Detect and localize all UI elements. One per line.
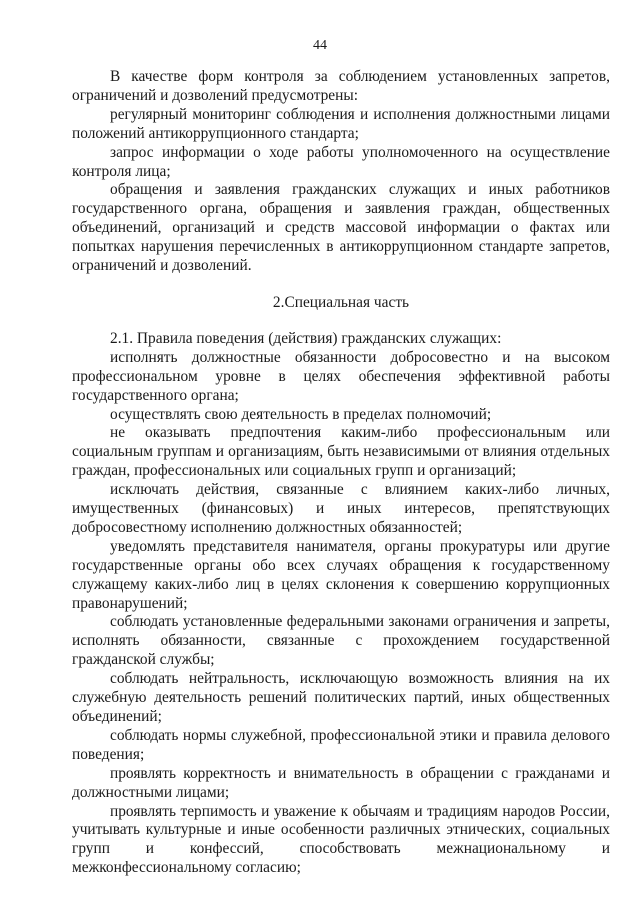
intro-paragraph: регулярный мониторинг соблюдения и исполнения должностными лицами положений антикоррупционного стандарта; — [72, 105, 610, 142]
rule-item: осуществлять свою деятельность в пределах полномочий; — [110, 405, 492, 423]
rule-item: не оказывать предпочтения каким-либо профессиональным или социальным группам и организациям, быть независимыми от влияния отдельных граждан, профессиональных или социальных групп и организаций; — [72, 424, 610, 480]
intro-paragraph: запрос информации о ходе работы уполномоченного на осуществление контроля лица; — [72, 143, 610, 180]
rule-item: проявлять терпимость и уважение к обычаям и традициям народов России, учитывать культурные и иные особенности различных этнических, социальных групп и конфессий, способствовать межнациональному и межконфессиональному согласию; — [72, 802, 610, 877]
page-content — [72, 68, 610, 878]
rule-item: соблюдать нормы служебной, профессиональной этики и правила делового поведения; — [72, 726, 610, 763]
rule-item: проявлять корректность и внимательность в обращении с гражданами и должностными лицами; — [72, 764, 610, 801]
rule-item: исполнять должностные обязанности добросовестно и на высоком профессиональном уровне в целях обеспечения эффективной работы государственного органа; — [72, 348, 610, 404]
page-number: 44 — [313, 38, 327, 53]
intro-paragraph: обращения и заявления гражданских служащих и иных работников государственного органа, обращения и заявления граждан, общественных объединений, организаций и средств массовой информации о фактах или попытках нарушения перечисленных в антикоррупционном стандарте запретов, ограничений и дозволений. — [72, 181, 610, 275]
section-subheading: 2.1. Правила поведения (действия) гражданских служащих: — [110, 329, 502, 347]
rule-item: соблюдать установленные федеральными законами ограничения и запреты, исполнять обязанности, связанные с прохождением государственной гражданской службы; — [72, 613, 610, 669]
intro-paragraph: В качестве форм контроля за соблюдением установленных запретов, ограничений и дозволений предусмотрены: — [72, 68, 610, 104]
rule-item: исключать действия, связанные с влиянием каких-либо личных, имущественных (финансовых) и иных интересов, препятствующих добросовестному исполнению должностных обязанностей; — [72, 481, 610, 536]
section-heading: 2.Специальная часть — [272, 293, 410, 311]
rule-item: соблюдать нейтральность, исключающую возможность влияния на их служебную деятельность решений политических партий, иных общественных объединений; — [72, 670, 610, 725]
rule-item: уведомлять представителя нанимателя, органы прокуратуры или другие государственные органы обо всех случаях обращения к государственному служащему каких-либо лиц в целях склонения к совершению коррупционных правонарушений; — [72, 537, 610, 612]
